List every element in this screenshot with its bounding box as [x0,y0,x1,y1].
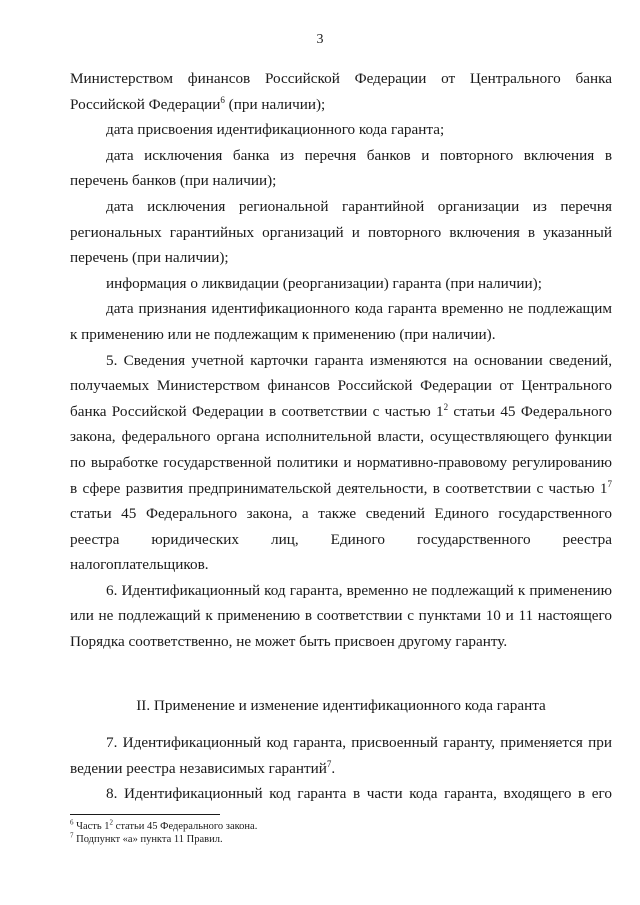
clause-8: 8. Идентификационный код гаранта в части кода гаранта, входящего в его [106,785,612,803]
list-item-liquidation-info: информация о ликвидации (реорганизации) гаранта (при наличии); [106,274,542,292]
list-item-bank-exclusion-date: дата исключения банка из перечня банков и повторного включения в перечень банков (при наличии); [70,146,612,190]
paragraph-continuation: Министерством финансов Российской Федерации от Центрального банка Российской Федерации$^6$ (при наличии); [70,70,612,113]
clause-6: 6. Идентификационный код гаранта, временно не подлежащий к применению или не подлежащий к применению в соответствии с пунктами 10 и 11 настоящего Порядка соответственно, не может быть присвоен другому гаранту. [70,581,612,651]
list-item-code-status-date: дата признания идентификационного кода гаранта временно не подлежащим к применению или не подлежащим к применению (при наличии). [70,300,612,343]
footnotes [70,820,610,846]
clause-7: 7. Идентификационный код гаранта, присвоенный гаранту, применяется при ведении реестра независимых гарантий$^7$. [70,734,612,777]
clause-5: 5. Сведения учетной карточки гаранта изменяются на основании сведений, получаемых Министерством финансов Российской Федерации от Центрального банка Российской Федерации в соответствии с частью $1^2$ статьи 45 Федерального закона, федерального органа исполнительной власти, осуществляющего функции по выработке государственной политики и нормативно-правовому регулированию в сфере развития предпринимательской деятельности, в соответствии с частью $1^7$ статьи 45 Федерального закона, а также сведений Единого государственного реестра юридических лиц, Единого государственного реестра налогоплательщиков. [70,351,612,574]
footnote-divider [70,814,220,815]
superscript: 2 [443,401,449,412]
footnote-6: $^6$ Часть $1^2$ статьи 45 Федерального закона. [70,818,258,832]
footnote-ref: 6 [220,94,225,105]
footnote-7: $^7$ Подпункт «а» пункта 11 Правил. [70,831,223,845]
body-text [70,66,612,807]
section-heading: II. Применение и изменение идентификационного кода гаранта [136,696,546,714]
page-number: 3 [316,32,324,47]
footnote-ref: 7 [326,758,332,769]
list-item-regional-exclusion-date: дата исключения региональной гарантийной организации из перечня региональных гарантийных организаций и повторного включения в указанный перечень (при наличии); [70,197,612,267]
superscript: 7 [607,478,612,489]
list-item-assignment-date: дата присвоения идентификационного кода гаранта; [106,121,445,139]
